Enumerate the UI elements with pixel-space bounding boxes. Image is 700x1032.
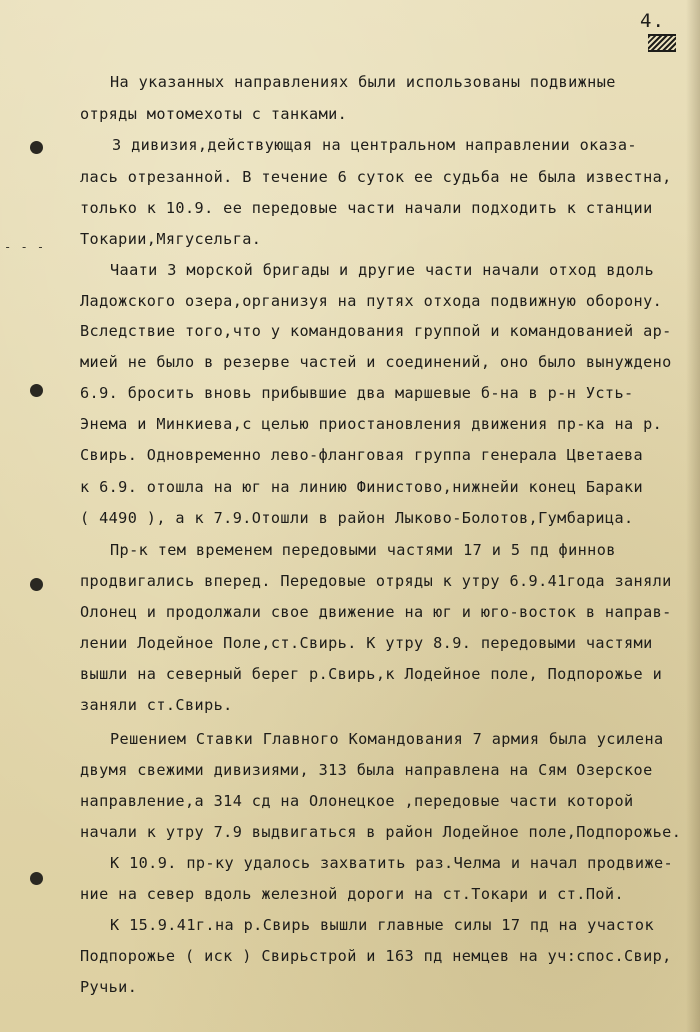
text-line: К 10.9. пр-ку удалось захватить раз.Челма и начал продвиже- bbox=[110, 854, 674, 872]
text-line: вышли на северный берег р.Свирь,к Лодейное поле, Подпорожье и bbox=[80, 665, 663, 683]
page-number: 4. bbox=[640, 10, 665, 32]
binder-hole-icon bbox=[30, 578, 43, 591]
text-line: Ручьи. bbox=[80, 978, 138, 996]
text-line: мией не было в резерве частей и соединений, оно было вынуждено bbox=[80, 353, 672, 371]
text-line: Вследствие того,что у командования группой и командованией ар- bbox=[80, 322, 672, 340]
text-line: ( 4490 ), а к 7.9.Отошли в район Лыково-Болотов,Гумбарица. bbox=[80, 509, 634, 527]
text-line: Энема и Минкиева,с целью приостановления движения пр-ка на р. bbox=[80, 415, 663, 433]
text-line: 3 дивизия,действующая на центральном направлении оказа- bbox=[112, 136, 637, 154]
text-line: начали к утру 7.9 выдвигаться в район Лодейное поле,Подпорожье. bbox=[80, 823, 682, 841]
text-line: К 15.9.41г.на р.Свирь вышли главные силы 17 пд на участок bbox=[110, 916, 654, 934]
binder-hole-icon bbox=[30, 384, 43, 397]
binder-hole-icon bbox=[30, 872, 43, 885]
text-line: к 6.9. отошла на юг на линию Финистово,нижнейи конец Бараки bbox=[80, 478, 644, 496]
text-line: ние на север вдоль железной дороги на ст.Токари и ст.Пой. bbox=[80, 885, 624, 903]
text-line: На указанных направлениях были использованы подвижные bbox=[110, 73, 616, 91]
text-line: Ладожского озера,организуя на путях отхода подвижную оборону. bbox=[80, 292, 663, 310]
text-line: только к 10.9. ее передовые части начали подходить к станции bbox=[80, 199, 653, 217]
text-line: 6.9. бросить вновь прибывшие два маршевые б-на в р-н Усть- bbox=[80, 384, 634, 402]
text-line: Решением Ставки Главного Командования 7 армия была усилена bbox=[110, 730, 664, 748]
text-line: лении Лодейное Поле,ст.Свирь. К утру 8.9. передовыми частями bbox=[80, 634, 653, 652]
scan-edge-shadow bbox=[686, 0, 700, 1032]
text-line: лась отрезанной. В течение 6 суток ее судьба не была известна, bbox=[80, 168, 672, 186]
text-line: продвигались вперед. Передовые отряды к утру 6.9.41года заняли bbox=[80, 572, 672, 590]
text-line: Свирь. Одновременно лево-фланговая группа генерала Цветаева bbox=[80, 446, 644, 464]
text-line: Олонец и продолжали свое движение на юг и юго-восток в направ- bbox=[80, 603, 672, 621]
crossed-out-page-number bbox=[648, 34, 676, 52]
text-line: отряды мотомехоты с танками. bbox=[80, 105, 348, 123]
text-line: двумя свежими дивизиями, 313 была направлена на Сям Озерское bbox=[80, 761, 653, 779]
text-line: Пр-к тем временем передовыми частями 17 и 5 пд финнов bbox=[110, 541, 616, 559]
text-line: Токарии,Мягусельга. bbox=[80, 230, 262, 248]
binder-hole-icon bbox=[30, 141, 43, 154]
text-line: направление,а 314 сд на Олонецкое ,передовые части которой bbox=[80, 792, 634, 810]
text-line: Подпорожье ( иск ) Свирьстрой и 163 пд немцев на уч:спос.Свир, bbox=[80, 947, 672, 965]
text-line: заняли ст.Свирь. bbox=[80, 696, 233, 714]
text-line: Чаати 3 морской бригады и другие части начали отход вдоль bbox=[110, 261, 654, 279]
margin-mark: - - - bbox=[4, 240, 46, 254]
